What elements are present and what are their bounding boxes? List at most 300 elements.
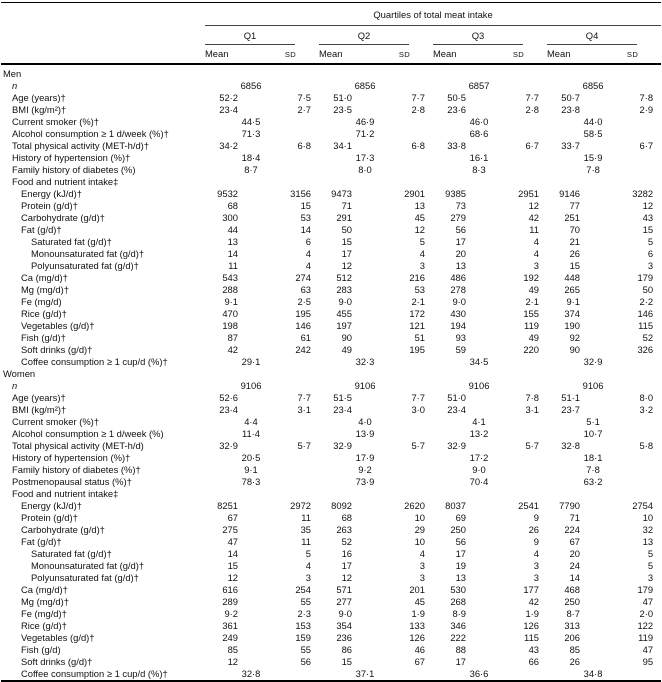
mean-value: 288 bbox=[222, 284, 238, 295]
mean-value: 11 bbox=[228, 260, 238, 271]
sd-header-q3: SD bbox=[490, 45, 547, 64]
table-row bbox=[1, 104, 661, 116]
table-row bbox=[1, 584, 661, 596]
group-value: 71·3 bbox=[241, 128, 261, 139]
mean-value: 47 bbox=[227, 536, 238, 547]
sd-value: 52 bbox=[642, 332, 654, 343]
mean-value: 9532 bbox=[217, 188, 238, 199]
sd-value: 46 bbox=[414, 644, 425, 655]
table-spanner-title: Quartiles of total meat intake bbox=[205, 3, 661, 26]
mean-value: 15 bbox=[341, 236, 352, 247]
sd-value: 2·8 bbox=[525, 104, 539, 115]
sd-value: 121 bbox=[409, 320, 425, 331]
row-label: Fe (mg/d) bbox=[21, 296, 62, 307]
group-value: 16·1 bbox=[469, 152, 489, 163]
quartile-spacer bbox=[1, 26, 205, 46]
sd-value: 4 bbox=[419, 548, 425, 559]
table-row bbox=[1, 464, 661, 476]
mean-value: 52·2 bbox=[219, 92, 238, 103]
mean-value: 50 bbox=[341, 224, 352, 235]
mean-value: 9·1 bbox=[566, 296, 580, 307]
mean-value: 374 bbox=[564, 308, 580, 319]
sd-value: 119 bbox=[524, 320, 539, 331]
quartile-header-q3: Q3 bbox=[433, 30, 523, 45]
group-value: 8·7 bbox=[244, 164, 258, 175]
mean-value: 279 bbox=[450, 212, 466, 223]
row-label: Vegetables (g/d)† bbox=[21, 320, 95, 331]
mean-value: 17 bbox=[455, 656, 466, 667]
mean-value: 283 bbox=[336, 284, 352, 295]
sd-value: 5·8 bbox=[639, 440, 654, 451]
mean-value: 26 bbox=[569, 656, 580, 667]
mean-value: 275 bbox=[222, 524, 238, 535]
mean-value: 250 bbox=[564, 596, 580, 607]
table-row bbox=[1, 344, 661, 356]
group-value: 34·5 bbox=[469, 356, 489, 367]
table-row bbox=[1, 260, 661, 272]
row-label: Rice (g/d)† bbox=[21, 308, 67, 319]
mean-value: 265 bbox=[564, 284, 580, 295]
sd-value: 6·8 bbox=[297, 140, 311, 151]
group-value: 32·3 bbox=[355, 356, 375, 367]
mean-value: 85 bbox=[227, 644, 238, 655]
sd-value: 3 bbox=[533, 572, 539, 583]
sd-value: 42 bbox=[528, 596, 539, 607]
mean-value: 486 bbox=[450, 272, 466, 283]
sd-value: 12 bbox=[642, 200, 654, 211]
sd-value: 2951 bbox=[518, 188, 539, 199]
sd-value: 43 bbox=[528, 644, 539, 655]
row-label: Fat (g/d)† bbox=[21, 536, 62, 547]
group-value: 8·0 bbox=[358, 164, 372, 175]
mean-value: 51·1 bbox=[561, 392, 580, 403]
sd-value: 43 bbox=[642, 212, 654, 223]
sd-value: 115 bbox=[524, 632, 539, 643]
table-row bbox=[1, 212, 661, 224]
sd-header-q2: SD bbox=[376, 45, 433, 64]
mean-value: 354 bbox=[336, 620, 352, 631]
row-label: Food and nutrient intake‡ bbox=[12, 176, 119, 187]
empty-cells bbox=[205, 368, 661, 380]
mean-value: 455 bbox=[336, 308, 352, 319]
group-value: 34·8 bbox=[583, 668, 603, 679]
sd-value: 6·7 bbox=[639, 140, 654, 151]
mean-value: 71 bbox=[569, 512, 580, 523]
row-label: Family history of diabetes (%) bbox=[12, 164, 136, 175]
stat-spacer bbox=[1, 45, 205, 64]
sd-value: 195 bbox=[295, 308, 311, 319]
table-row bbox=[1, 620, 661, 632]
table-row bbox=[1, 380, 661, 392]
mean-value: 14 bbox=[227, 248, 238, 259]
table-row bbox=[1, 572, 661, 584]
mean-value: 571 bbox=[336, 584, 352, 595]
group-value: 6856 bbox=[354, 80, 376, 91]
sd-value: 2·1 bbox=[411, 296, 425, 307]
table-row bbox=[1, 476, 661, 488]
mean-value: 23·4 bbox=[219, 404, 238, 415]
stat-header-row bbox=[1, 45, 661, 64]
spanner-row bbox=[1, 3, 661, 26]
mean-value: 70 bbox=[569, 224, 580, 235]
mean-value: 8·7 bbox=[566, 608, 580, 619]
sd-value: 12 bbox=[528, 200, 539, 211]
sd-value: 146 bbox=[637, 308, 654, 319]
row-label: Coffee consumption ≥ 1 cup/d (%)† bbox=[21, 668, 168, 679]
mean-value: 44 bbox=[227, 224, 238, 235]
group-value: 63·2 bbox=[583, 476, 603, 487]
mean-value: 23·6 bbox=[447, 104, 466, 115]
group-value: 10·7 bbox=[583, 428, 603, 439]
sd-value: 3 bbox=[419, 260, 425, 271]
mean-value: 73 bbox=[455, 200, 466, 211]
sd-value: 6·8 bbox=[411, 140, 425, 151]
sd-value: 15 bbox=[642, 224, 654, 235]
sd-value: 66 bbox=[528, 656, 539, 667]
sd-value: 6·7 bbox=[525, 140, 539, 151]
mean-value: 56 bbox=[455, 224, 466, 235]
sd-value: 2·7 bbox=[297, 104, 311, 115]
mean-value: 33·7 bbox=[561, 140, 580, 151]
table-row bbox=[1, 524, 661, 536]
sd-value: 10 bbox=[414, 536, 425, 547]
row-label: n bbox=[12, 380, 18, 391]
sd-value: 53 bbox=[300, 212, 311, 223]
mean-value: 42 bbox=[227, 344, 238, 355]
table-row bbox=[1, 224, 661, 236]
row-label: Energy (kJ/d)† bbox=[21, 188, 82, 199]
mean-value: 32·8 bbox=[561, 440, 580, 451]
table-row bbox=[1, 128, 661, 140]
table-row bbox=[1, 452, 661, 464]
sd-value: 126 bbox=[523, 620, 539, 631]
sd-value: 15 bbox=[300, 200, 311, 211]
table-row bbox=[1, 356, 661, 368]
mean-value: 87 bbox=[227, 332, 238, 343]
sd-value: 67 bbox=[414, 656, 425, 667]
sd-value: 1·9 bbox=[525, 608, 539, 619]
sd-value: 4 bbox=[305, 248, 311, 259]
mean-value: 249 bbox=[222, 632, 238, 643]
sd-value: 2·3 bbox=[297, 608, 311, 619]
mean-value: 194 bbox=[450, 320, 466, 331]
mean-value: 16 bbox=[341, 548, 352, 559]
row-label: Ca (mg/d)† bbox=[21, 272, 68, 283]
row-label: Polyunsaturated fat (g/d)† bbox=[31, 572, 139, 583]
sd-value: 4 bbox=[419, 248, 425, 259]
group-value: 13·9 bbox=[355, 428, 375, 439]
row-label: Mg (mg/d)† bbox=[21, 284, 69, 295]
empty-cells bbox=[205, 176, 661, 188]
table-row bbox=[1, 176, 661, 188]
mean-value: 86 bbox=[341, 644, 352, 655]
row-label: Age (years)† bbox=[12, 92, 66, 103]
row-label: Saturated fat (g/d)† bbox=[31, 548, 112, 559]
mean-value: 32·9 bbox=[333, 440, 352, 451]
mean-value: 250 bbox=[450, 524, 466, 535]
mean-value: 13 bbox=[455, 572, 466, 583]
row-label: Alcohol consumption ≥ 1 d/week (%) bbox=[12, 428, 164, 439]
mean-value: 85 bbox=[569, 644, 580, 655]
group-value: 9·2 bbox=[358, 464, 372, 475]
sd-value: 172 bbox=[409, 308, 425, 319]
mean-value: 12 bbox=[341, 572, 352, 583]
row-label: Total physical activity (MET-h/d)† bbox=[12, 140, 150, 151]
mean-value: 12 bbox=[227, 656, 238, 667]
group-value: 29·1 bbox=[241, 356, 261, 367]
sd-value: 11 bbox=[529, 224, 539, 235]
mean-value: 9·0 bbox=[338, 296, 352, 307]
sd-value: 3 bbox=[533, 560, 539, 571]
group-value: 4·0 bbox=[358, 416, 372, 427]
sd-value: 3282 bbox=[632, 188, 654, 199]
group-value: 44·5 bbox=[241, 116, 261, 127]
mean-value: 8092 bbox=[331, 500, 352, 511]
sd-value: 254 bbox=[295, 584, 311, 595]
table-row bbox=[1, 296, 661, 308]
mean-value: 68 bbox=[227, 200, 238, 211]
sd-value: 3 bbox=[647, 260, 654, 271]
mean-value: 23·7 bbox=[561, 404, 580, 415]
mean-value: 197 bbox=[336, 320, 352, 331]
row-label: Fat (g/d)† bbox=[21, 224, 62, 235]
sd-value: 14 bbox=[300, 224, 311, 235]
group-value: 44·0 bbox=[583, 116, 603, 127]
sd-value: 6 bbox=[647, 248, 654, 259]
sd-value: 3·0 bbox=[411, 404, 425, 415]
sd-value: 5 bbox=[647, 236, 654, 247]
table-row bbox=[1, 64, 661, 80]
group-value: 32·9 bbox=[583, 356, 603, 367]
mean-value: 34·2 bbox=[219, 140, 238, 151]
mean-value: 23·4 bbox=[447, 404, 466, 415]
mean-value: 56 bbox=[455, 536, 466, 547]
sd-value: 3·1 bbox=[297, 404, 311, 415]
row-label: Men bbox=[3, 68, 22, 79]
sd-value: 32 bbox=[642, 524, 654, 535]
table-body bbox=[1, 64, 661, 681]
sd-value: 9 bbox=[533, 512, 539, 523]
sd-value: 2·1 bbox=[525, 296, 539, 307]
table-row bbox=[1, 284, 661, 296]
table-row bbox=[1, 536, 661, 548]
row-label: Energy (kJ/d)† bbox=[21, 500, 82, 511]
group-value: 70·4 bbox=[469, 476, 489, 487]
sd-value: 95 bbox=[642, 656, 654, 667]
mean-value: 23·5 bbox=[333, 104, 352, 115]
sd-value: 7·8 bbox=[639, 92, 654, 103]
table-row bbox=[1, 152, 661, 164]
row-label: Family history of diabetes (%)† bbox=[12, 464, 141, 475]
table-row bbox=[1, 392, 661, 404]
mean-value: 470 bbox=[222, 308, 238, 319]
mean-header-q3: Mean bbox=[433, 45, 490, 64]
group-value: 7·8 bbox=[586, 464, 600, 475]
table-row bbox=[1, 236, 661, 248]
table-header bbox=[1, 3, 661, 65]
table-row bbox=[1, 164, 661, 176]
sd-value: 51 bbox=[414, 332, 425, 343]
row-label: Mg (mg/d)† bbox=[21, 596, 69, 607]
sd-value: 3·1 bbox=[525, 404, 539, 415]
sd-value: 5 bbox=[305, 548, 311, 559]
row-label: Fish (g/d)† bbox=[21, 332, 66, 343]
quartile-header-row bbox=[1, 26, 661, 46]
mean-value: 198 bbox=[222, 320, 238, 331]
row-label: Ca (mg/d)† bbox=[21, 584, 68, 595]
sd-value: 126 bbox=[409, 632, 425, 643]
mean-value: 9·1 bbox=[224, 296, 238, 307]
quartile-header-q4: Q4 bbox=[547, 30, 637, 45]
mean-value: 224 bbox=[564, 524, 580, 535]
mean-value: 88 bbox=[455, 644, 466, 655]
row-label: BMI (kg/m²)† bbox=[12, 104, 67, 115]
sd-value: 7·7 bbox=[525, 92, 539, 103]
table-row bbox=[1, 488, 661, 500]
sd-value: 50 bbox=[642, 284, 654, 295]
group-value: 18·1 bbox=[583, 452, 603, 463]
table-row bbox=[1, 248, 661, 260]
sd-value: 115 bbox=[638, 320, 654, 331]
row-label: Polyunsaturated fat (g/d)† bbox=[31, 260, 139, 271]
table-row bbox=[1, 92, 661, 104]
group-value: 46·9 bbox=[355, 116, 375, 127]
mean-value: 15 bbox=[227, 560, 238, 571]
sd-value: 2541 bbox=[518, 500, 539, 511]
sd-header-q4: SD bbox=[604, 45, 661, 64]
mean-value: 77 bbox=[569, 200, 580, 211]
group-value: 7·8 bbox=[586, 164, 600, 175]
mean-value: 512 bbox=[336, 272, 352, 283]
mean-value: 67 bbox=[569, 536, 580, 547]
table-row bbox=[1, 368, 661, 380]
mean-value: 8037 bbox=[445, 500, 466, 511]
mean-value: 23·8 bbox=[561, 104, 580, 115]
table-row bbox=[1, 320, 661, 332]
sd-value: 4 bbox=[305, 260, 311, 271]
sd-value: 2620 bbox=[404, 500, 425, 511]
group-value: 4·1 bbox=[472, 416, 486, 427]
row-label: History of hypertension (%)† bbox=[12, 452, 131, 463]
sd-value: 49 bbox=[528, 284, 539, 295]
table-row bbox=[1, 80, 661, 92]
sd-value: 153 bbox=[295, 620, 311, 631]
row-label: Saturated fat (g/d)† bbox=[31, 236, 112, 247]
group-value: 9106 bbox=[468, 380, 490, 391]
group-value: 6856 bbox=[582, 80, 604, 91]
mean-value: 12 bbox=[341, 260, 352, 271]
sd-value: 6 bbox=[305, 236, 311, 247]
mean-value: 23·4 bbox=[333, 404, 352, 415]
sd-value: 5·7 bbox=[411, 440, 425, 451]
sd-value: 192 bbox=[523, 272, 539, 283]
mean-value: 9473 bbox=[331, 188, 352, 199]
mean-value: 13 bbox=[455, 260, 466, 271]
group-value: 8·3 bbox=[472, 164, 486, 175]
sd-value: 61 bbox=[300, 332, 311, 343]
sd-value: 2972 bbox=[290, 500, 311, 511]
mean-value: 67 bbox=[227, 512, 238, 523]
sd-value: 56 bbox=[300, 656, 311, 667]
sd-value: 5·7 bbox=[525, 440, 539, 451]
mean-value: 17 bbox=[341, 560, 352, 571]
sd-header-q1: SD bbox=[262, 45, 319, 64]
mean-header-q1: Mean bbox=[205, 45, 262, 64]
table-row bbox=[1, 404, 661, 416]
mean-value: 32·9 bbox=[447, 440, 466, 451]
sd-value: 13 bbox=[414, 200, 425, 211]
mean-value: 93 bbox=[455, 332, 466, 343]
sd-value: 2901 bbox=[404, 188, 425, 199]
mean-value: 49 bbox=[341, 344, 352, 355]
sd-value: 2754 bbox=[632, 500, 654, 511]
sd-value: 3 bbox=[419, 560, 425, 571]
mean-value: 268 bbox=[450, 596, 466, 607]
mean-value: 13 bbox=[227, 236, 238, 247]
sd-value: 29 bbox=[414, 524, 425, 535]
sd-value: 122 bbox=[637, 620, 654, 631]
table-row bbox=[1, 332, 661, 344]
row-label: Fe (mg/d)† bbox=[21, 608, 67, 619]
sd-value: 53 bbox=[414, 284, 425, 295]
row-label: Women bbox=[3, 368, 36, 379]
sd-value: 2·8 bbox=[411, 104, 425, 115]
mean-value: 12 bbox=[227, 572, 238, 583]
mean-value: 33·8 bbox=[447, 140, 466, 151]
sd-value: 11 bbox=[301, 512, 311, 523]
sd-value: 326 bbox=[637, 344, 654, 355]
mean-value: 51·0 bbox=[447, 392, 466, 403]
spanner-spacer bbox=[1, 3, 205, 26]
group-value: 6857 bbox=[468, 80, 490, 91]
sd-value: 2·9 bbox=[639, 104, 654, 115]
mean-value: 291 bbox=[336, 212, 352, 223]
row-label: Monounsaturated fat (g/d)† bbox=[31, 560, 145, 571]
table-row bbox=[1, 116, 661, 128]
row-label: Age (years)† bbox=[12, 392, 66, 403]
sd-value: 4 bbox=[305, 560, 311, 571]
sd-value: 3 bbox=[647, 572, 654, 583]
sd-value: 47 bbox=[642, 644, 654, 655]
sd-value: 45 bbox=[414, 596, 425, 607]
mean-value: 51·0 bbox=[333, 92, 352, 103]
sd-value: 220 bbox=[523, 344, 539, 355]
table-row bbox=[1, 500, 661, 512]
row-label: Coffee consumption ≥ 1 cup/d (%)† bbox=[21, 356, 168, 367]
sd-value: 3 bbox=[533, 260, 539, 271]
table-row bbox=[1, 188, 661, 200]
mean-value: 313 bbox=[564, 620, 580, 631]
group-value: 13·2 bbox=[469, 428, 489, 439]
sd-value: 274 bbox=[295, 272, 311, 283]
table-row bbox=[1, 308, 661, 320]
sd-value: 3 bbox=[419, 572, 425, 583]
group-value: 36·6 bbox=[469, 668, 489, 679]
row-label: Protein (g/d)† bbox=[21, 512, 78, 523]
sd-value: 49 bbox=[528, 332, 539, 343]
mean-value: 15 bbox=[569, 260, 580, 271]
sd-value: 26 bbox=[528, 524, 539, 535]
group-value: 78·3 bbox=[241, 476, 261, 487]
sd-value: 45 bbox=[414, 212, 425, 223]
table-row bbox=[1, 596, 661, 608]
table-row bbox=[1, 140, 661, 152]
quartiles-table bbox=[1, 2, 661, 682]
sd-value: 2·5 bbox=[297, 296, 311, 307]
mean-value: 14 bbox=[569, 572, 580, 583]
mean-value: 34·1 bbox=[333, 140, 352, 151]
mean-value: 52·6 bbox=[219, 392, 238, 403]
